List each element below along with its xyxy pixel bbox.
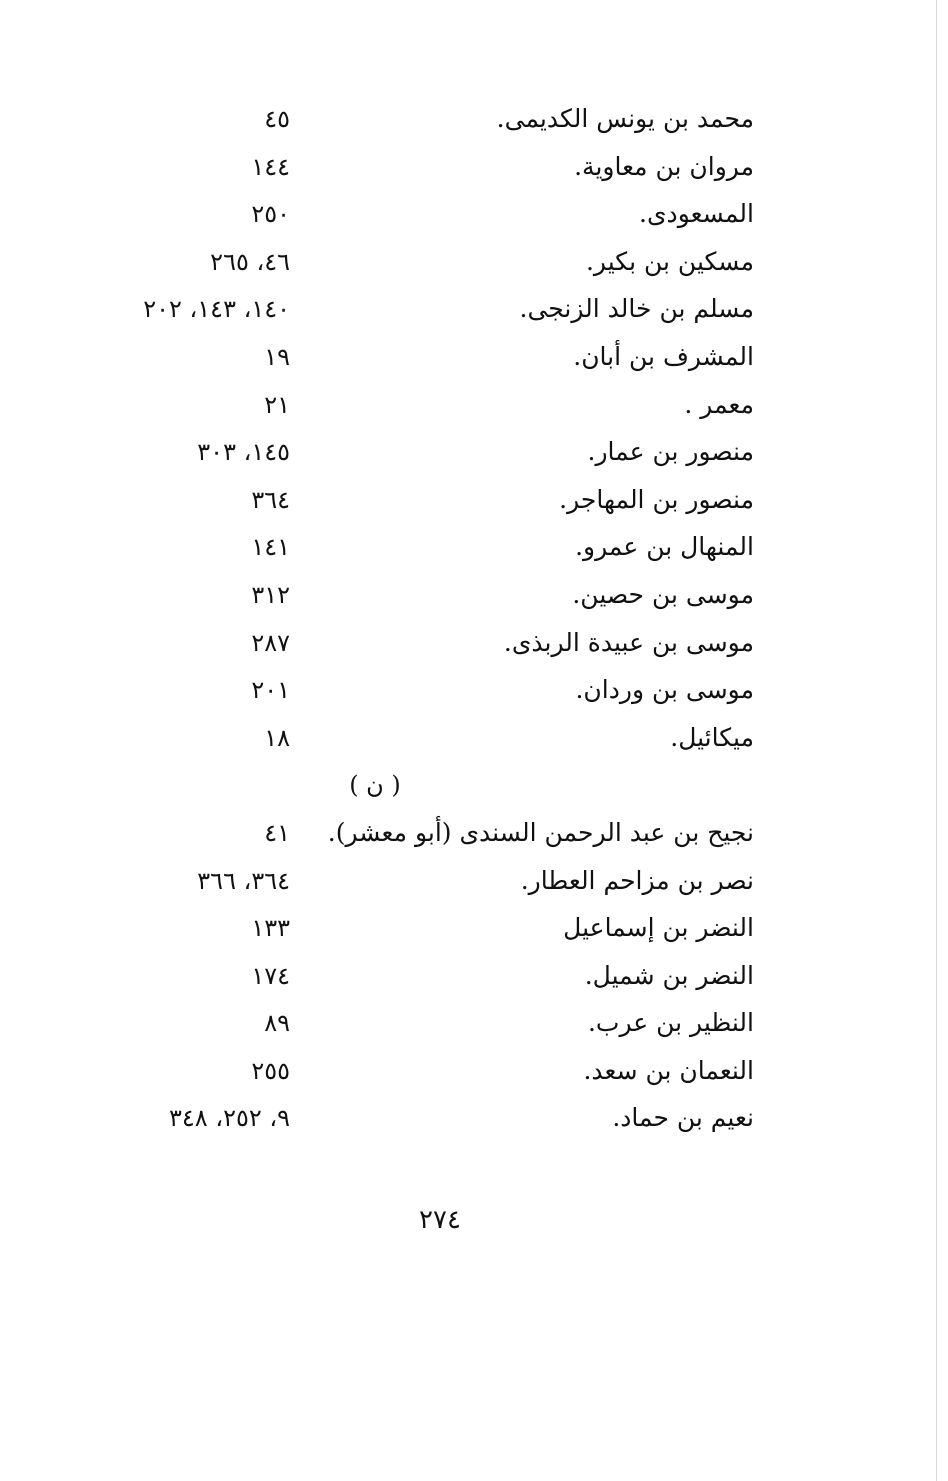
index-entry xyxy=(0,1000,948,1048)
index-entry xyxy=(0,1095,948,1143)
entry-pages: ١٤٥، ٣٠٣ xyxy=(197,438,290,467)
index-entry xyxy=(0,239,948,287)
index-entry xyxy=(0,524,948,572)
page-number: ٢٧٤ xyxy=(419,1205,461,1235)
index-list xyxy=(0,96,948,1143)
entry-name: النضر بن شميل. xyxy=(584,960,754,990)
entry-pages: ٢٥٥ xyxy=(251,1056,290,1085)
entry-name: معمر . xyxy=(684,389,754,419)
entry-pages: ٢٠١ xyxy=(251,676,290,705)
entry-name: المسعودى. xyxy=(639,199,754,229)
index-entry xyxy=(0,953,948,1001)
entry-name: منصور بن عمار. xyxy=(587,437,754,467)
entry-pages: ٢١ xyxy=(264,390,290,419)
entry-pages: ٤٦، ٢٦٥ xyxy=(210,247,290,276)
entry-name: موسى بن حصين. xyxy=(572,579,754,609)
entry-name: موسى بن وردان. xyxy=(575,675,754,705)
entry-name: نجيح بن عبد الرحمن السندى (أبو معشر). xyxy=(327,817,754,847)
entry-name: ميكائيل. xyxy=(670,722,754,752)
entry-name: مسلم بن خالد الزنجى. xyxy=(519,294,754,324)
entry-name: النعمان بن سعد. xyxy=(583,1055,754,1085)
index-entry xyxy=(0,191,948,239)
entry-name: موسى بن عبيدة الربذى. xyxy=(503,627,754,657)
entry-pages: ٤٥ xyxy=(264,105,290,133)
index-entry xyxy=(0,620,948,668)
entry-pages: ١٨ xyxy=(264,723,290,752)
index-entry xyxy=(0,96,948,144)
entry-pages: ٨٩ xyxy=(264,1009,290,1038)
entry-pages: ٣٦٤ xyxy=(251,485,290,514)
index-entry xyxy=(0,144,948,192)
section-heading: ( ن ) xyxy=(349,771,401,800)
entry-name: النظير بن عرب. xyxy=(587,1008,754,1038)
index-entry xyxy=(0,1048,948,1096)
index-entry xyxy=(0,810,948,858)
entry-pages: ٣١٢ xyxy=(251,580,290,609)
section-heading-row xyxy=(0,762,948,810)
index-entry xyxy=(0,286,948,334)
index-entry xyxy=(0,429,948,477)
index-entry xyxy=(0,715,948,763)
index-entry xyxy=(0,477,948,525)
entry-pages: ٩، ٢٥٢، ٣٤٨ xyxy=(169,1104,290,1133)
index-entry xyxy=(0,905,948,953)
entry-name: المنهال بن عمرو. xyxy=(575,532,754,562)
entry-name: محمد بن يونس الكديمى. xyxy=(496,104,754,133)
entry-name: مسكين بن بكير. xyxy=(585,246,754,276)
entry-name: النضر بن إسماعيل xyxy=(563,913,754,943)
entry-pages: ١٤١ xyxy=(251,533,290,562)
entry-name: مروان بن معاوية. xyxy=(574,151,754,181)
entry-pages: ١٤٤ xyxy=(251,152,290,181)
index-entry xyxy=(0,572,948,620)
index-entry xyxy=(0,858,948,906)
entry-pages: ٢٥٠ xyxy=(251,200,290,229)
entry-pages: ١٤٠، ١٤٣، ٢٠٢ xyxy=(143,295,290,324)
entry-name: نصر بن مزاحم العطار. xyxy=(520,865,754,895)
entry-pages: ٣٦٤، ٣٦٦ xyxy=(197,866,290,895)
entry-pages: ١٣٣ xyxy=(251,914,290,943)
entry-name: المشرف بن أبان. xyxy=(573,341,754,371)
index-entry xyxy=(0,334,948,382)
entry-pages: ١٧٤ xyxy=(251,961,290,990)
entry-name: نعيم بن حماد. xyxy=(612,1103,754,1133)
index-entry xyxy=(0,667,948,715)
index-entry xyxy=(0,382,948,430)
entry-pages: ١٩ xyxy=(264,342,290,371)
entry-name: منصور بن المهاجر. xyxy=(559,484,754,514)
entry-pages: ٤١ xyxy=(264,818,290,847)
entry-pages: ٢٨٧ xyxy=(251,628,290,657)
